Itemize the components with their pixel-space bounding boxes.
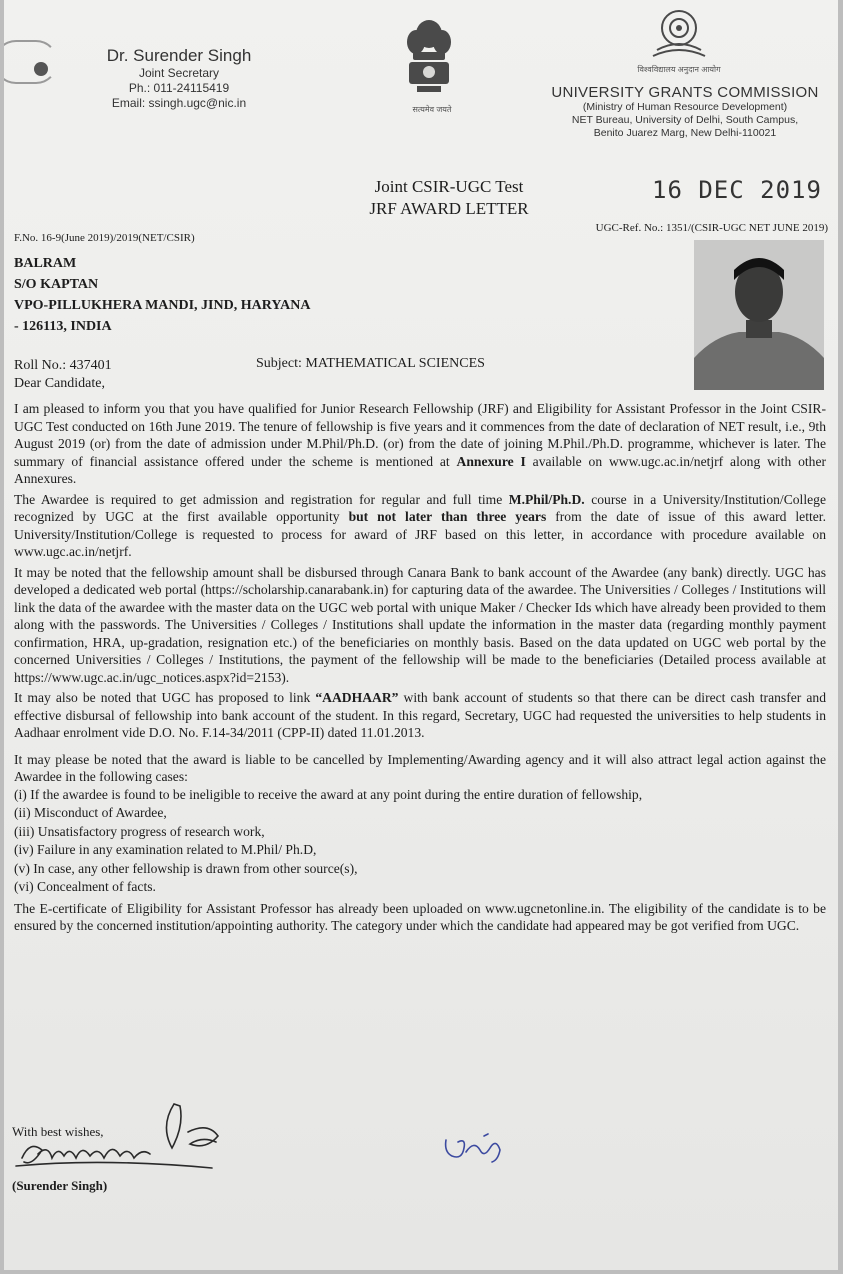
sender-title: Joint Secretary [138, 66, 220, 80]
test-name: Joint CSIR-UGC Test [374, 177, 524, 196]
recipient-address-line-2: - 126113, INDIA [14, 319, 112, 334]
paragraph-aadhaar-text-b: with bank account of students so that there can be direct cash transfer and effective disbursal of fellowship into bank account of the student. In this regard, Secretary, UGC had requested the universities to help students in Aadhaar enrolment vide D.O. No. F.14-34/2011 (CPP-II) dated 11.01.2013. [14, 690, 826, 740]
letter-title: JRF AWARD LETTER [369, 199, 529, 218]
recipient-address-line-1: VPO-PILLUKHERA MANDI, JIND, HARYANA [14, 298, 311, 313]
signature-icon [12, 1096, 252, 1176]
emblem-caption: सत्यमेव जयते [412, 105, 452, 114]
org-name: UNIVERSITY GRANTS COMMISSION [551, 84, 819, 101]
date-stamp: 16 DEC 2019 [652, 176, 822, 204]
list-item: (vi) Concealment of facts. [14, 879, 156, 894]
binder-wire [4, 40, 58, 84]
punch-hole [34, 62, 48, 76]
paragraph-fellowship [14, 400, 826, 488]
paragraph-admission-text-a: The Awardee is required to get admission and registration for regular and full time [14, 491, 503, 507]
award-letter-page [4, 0, 838, 1270]
list-item: (iii) Unsatisfactory progress of research work, [14, 823, 265, 839]
aadhaar-term: “AADHAAR” [315, 690, 399, 705]
exam-subject: Subject: MATHEMATICAL SCIENCES [256, 356, 485, 371]
ugc-address-block [544, 84, 826, 140]
closing-wishes: With best wishes, [12, 1124, 104, 1139]
org-address-1: NET Bureau, University of Delhi, South Campus, [571, 114, 799, 126]
paragraph-cancellation: It may please be noted that the award is liable to be cancelled by Implementing/Awarding agency and it will also attract legal action against the Awardee in the following cases: [14, 751, 826, 784]
cancellation-cases-list [14, 786, 826, 897]
signature-area [12, 1096, 532, 1206]
recipient-address [14, 253, 311, 337]
ugc-reference: UGC-Ref. No.: 1351/(CSIR-UGC NET JUNE 2019) [595, 222, 828, 234]
letter-heading [334, 176, 564, 220]
ugc-logo-icon [649, 8, 709, 60]
sender-phone: Ph.: 011-24115419 [128, 81, 230, 95]
national-emblem-icon [399, 12, 459, 112]
paragraph-admission-text-c: from the date of issue of this award letter. University/Institution/College is requested to process for award of JRF based on this letter, in accordance with procedure available on www.ugc.ac.in/netjrf. [14, 509, 826, 559]
paragraph-fellowship-text: I am pleased to inform you that you have qualified for Junior Research Fellowship (JRF) and Eligibility for Assistant Professor in the Joint CSIR-UGC Test conducted on 16th June 2019. The tenure of fellowship is five years and it commences from the date of declaration of NET result, i.e., 9th August 2019 (or) from the date of admission under M.Phil/Ph.D. (or) from the date of joining M.Phil./Ph.D. programme, whichever is later. The summary of financial assistance offered under the scheme is mentioned at [14, 401, 826, 469]
file-number: F.No. 16-9(June 2019)/2019(NET/CSIR) [14, 232, 195, 244]
sender-email: Email: ssingh.ugc@nic.in [111, 96, 247, 110]
salutation: Dear Candidate, [14, 376, 105, 391]
list-item: (v) In case, any other fellowship is drawn from other source(s), [14, 860, 358, 876]
list-item: (iv) Failure in any examination related to M.Phil/ Ph.D, [14, 842, 317, 857]
paragraph-aadhaar [14, 689, 826, 742]
deadline-text: but not later than three years [348, 509, 547, 524]
candidate-photo [694, 240, 824, 390]
paragraph-disbursement: It may be noted that the fellowship amount shall be disbursed through Canara Bank to bank account of the Awardee (any bank) directly. UGC has developed a dedicated web portal (https://scholarship.canarabank.in) for capturing data of the awardee. The Universities / Colleges / Institutions will link the data of the awardee with the master data on the UGC web portal with unique Maker / Checker Ids which have already been provided to them along with the passwords. The Universities / Colleges / Institutions shall update the information in the master data (regarding monthly payment confirmation, HRA, up-gradation, resignation etc.) of the beneficiaries on monthly basis. Based on the data updated on UGC web portal by the concerned Universities / Colleges / Institutions, the payment of the fellowship will be made to the beneficiaries (Detailed process available at https://www.ugc.ac.in/ugc_notices.aspx?id=2153). [14, 564, 826, 685]
paragraph-admission-text-b: course in a University/Institution/College recognized by UGC at the first available opportunity [14, 491, 826, 524]
paragraph-aadhaar-text-a: It may also be noted that UGC has proposed to link [14, 690, 311, 705]
letter-body [14, 400, 826, 935]
annexure-reference: Annexure I [456, 453, 526, 469]
list-item: (i) If the awardee is found to be ineligible to receive the award at any point during the entire duration of fellowship, [14, 786, 643, 802]
recipient-relation: S/O KAPTAN [14, 277, 99, 292]
paragraph-ecertificate: The E-certificate of Eligibility for Assistant Professor has already been uploaded on www.ugcnetonline.in. The eligibility of the candidate is to be ensured by the concerned institution/appointing authority. The category under which the candidate had appeared may be got verified from UGC. [14, 900, 826, 933]
paragraph-fellowship-end: available on www.ugc.ac.in/netjrf along with other Annexures. [14, 453, 826, 486]
course-name: M.Phil/Ph.D. [508, 491, 585, 507]
org-address-2: Benito Juarez Marg, New Delhi-110021 [593, 127, 777, 139]
roll-number: Roll No.: 437401 [14, 358, 112, 373]
sender-block [94, 46, 264, 111]
recipient-name: BALRAM [14, 256, 77, 271]
sender-name: Dr. Surender Singh [106, 46, 252, 65]
list-item: (ii) Misconduct of Awardee, [14, 805, 167, 820]
initials-signature-icon [440, 1130, 510, 1164]
paragraph-admission [14, 491, 826, 561]
ugc-hindi-name: विश्वविद्यालय अनुदान आयोग [637, 65, 721, 74]
signer-name: (Surender Singh) [12, 1178, 108, 1193]
org-ministry: (Ministry of Human Resource Development) [582, 101, 788, 113]
